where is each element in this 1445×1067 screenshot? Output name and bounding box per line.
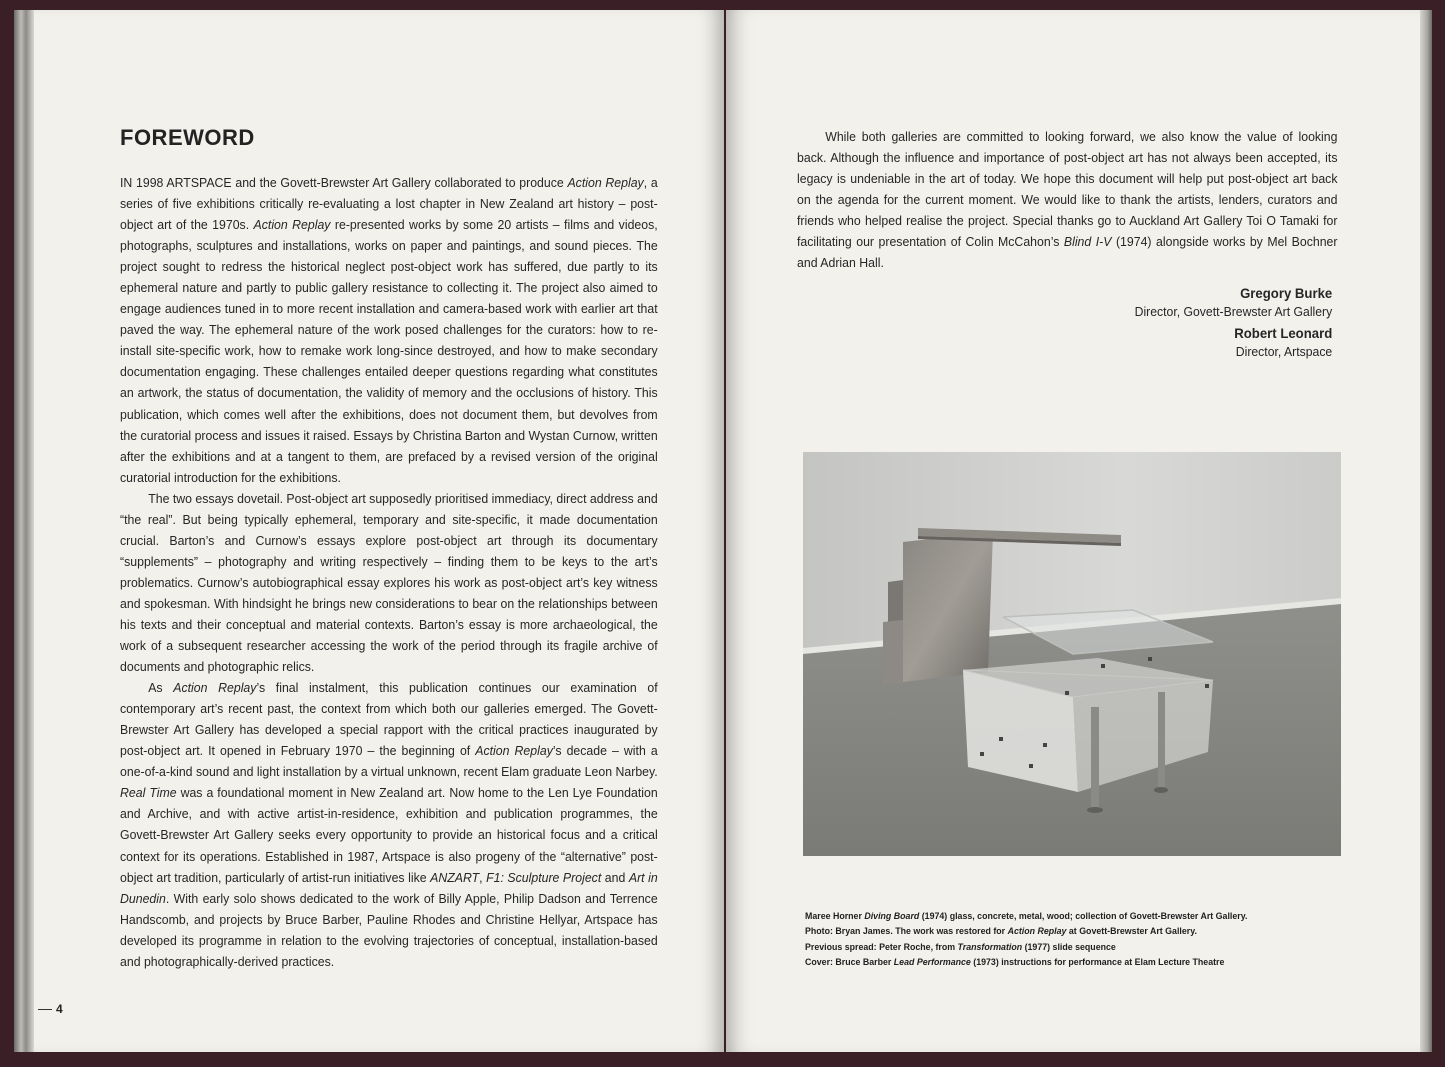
signature-name: Gregory Burke bbox=[1239, 285, 1332, 301]
italic-title: Real Time bbox=[120, 785, 177, 801]
text-run: As bbox=[148, 680, 174, 696]
paragraph bbox=[120, 677, 658, 972]
text-run: at Govett-Brewster Art Gallery. bbox=[1066, 926, 1197, 938]
text-run: (1973) instructions for performance at Elam Lecture Theatre bbox=[970, 957, 1225, 969]
italic-title: Blind I-V bbox=[1063, 234, 1112, 250]
text-run: Photo: Bryan James. The work was restored for bbox=[805, 926, 1008, 938]
diving-board-sculpture-image bbox=[803, 452, 1341, 856]
italic-title: Transformation bbox=[957, 941, 1023, 953]
text-run: . With early solo shows dedicated to the work of Billy Apple, Philip Dadson and Terrence Handscomb, and projects by Bruce Barber, Pauline Rhodes and Christine Hellyar, Artspace has developed its programme in relation to the evolving trajectories of conceptual, installation-based and photographically-derived practices. bbox=[120, 890, 658, 969]
caption-line bbox=[805, 955, 1357, 970]
text-run: (1977) slide sequence bbox=[1022, 941, 1116, 953]
page-number bbox=[38, 1002, 63, 1016]
italic-title: Action Replay bbox=[253, 217, 331, 233]
italic-title: Art in Dunedin bbox=[120, 869, 658, 906]
signature-role: Director, Govett-Brewster Art Gallery bbox=[1134, 304, 1332, 319]
photo-caption bbox=[805, 909, 1357, 971]
paragraph bbox=[120, 488, 658, 677]
artwork-photograph bbox=[803, 452, 1341, 856]
closing-paragraph bbox=[797, 126, 1338, 273]
text-run: Previous spread: Peter Roche, from bbox=[805, 941, 958, 953]
italic-title: Diving Board bbox=[864, 911, 920, 922]
text-run: Cover: Bruce Barber bbox=[805, 957, 894, 969]
text-run: Maree Horner bbox=[805, 911, 865, 922]
book-right-edge bbox=[1420, 10, 1432, 1052]
signature-block bbox=[1134, 285, 1332, 359]
italic-title: ANZART bbox=[430, 869, 480, 885]
italic-title: Action Replay bbox=[1007, 926, 1067, 938]
text-run: The two essays dovetail. Post-object art supposedly prioritised immediacy, direct address and “the real”. But being typically ephemeral, temporary and site-specific, it made documentation crucial. Barton’s and Curnow’s essays explore post-object art through its documentary “supplements” – photography and writing respectively – finding them to be keys to the art’s problematics. Curnow’s autobiographical essay explores his work as post-object art’s key witness and spokesman. With hindsight he brings new considerations to bear on the relationships between his texts and their conceptual and material contexts. Barton’s essay is more archaeological, the work of a subsequent researcher accessing the work of the period through its fragile archive of documents and photographic relics. bbox=[120, 490, 658, 675]
text-run: and bbox=[601, 869, 629, 885]
right-page bbox=[726, 10, 1420, 1052]
signature-role: Director, Artspace bbox=[1235, 344, 1332, 359]
text-run: ’s final instalment, this publication continues our examination of contemporary art’s recent past, the context from which both our galleries emerged. The Govett-Brewster Art Gallery has developed a special rapport with the critical practices inaugurated by post-object art. It opened in February 1970 – the beginning of bbox=[120, 680, 658, 759]
text-run: re-presented works by some 20 artists – films and videos, photographs, sculptures and installations, works on paper and paintings, and sound pieces. The project sought to redress the historical neglect post-object work has suffered, due partly to its ephemeral nature and partly to public gallery resistance to collecting it. The project also aimed to engage audiences tuned in to more recent installation and camera-based work with earlier art that paved the way. The ephemeral nature of the work posed challenges for the curators: how to re-install site-specific work, how to remake work long-since destroyed, and how to make secondary documentation engaging. These challenges entailed deeper questions regarding what constitutes an artwork, the status of documentation, the validity of memory and the occlusions of history. This publication, which comes well after the exhibitions, does not document them, but devolves from the curatorial process and issues it raised. Essays by Christina Barton and Wystan Curnow, written after the exhibitions and at a tangent to them, are prefaced by a revised version of the original curatorial introduction for the exhibitions. bbox=[120, 217, 658, 485]
page-number-rule bbox=[38, 1009, 52, 1010]
left-page bbox=[34, 10, 724, 1052]
text-run: was a foundational moment in New Zealand art. Now home to the Len Lye Foundation and Archive, and with active artist-in-residence, exhibition and publication programmes, the Govett-Brewster Art Gallery seeks every opportunity to provide an historical focus and a critical context for its operations. Established in 1987, Artspace is also progeny of the “alternative” post-object art tradition, particularly of artist-run initiatives like bbox=[120, 785, 658, 885]
text-run: (1974) glass, concrete, metal, wood; collection of Govett-Brewster Art Gallery. bbox=[919, 911, 1248, 922]
paragraph bbox=[120, 172, 658, 488]
page-number-value: 4 bbox=[56, 1002, 63, 1016]
text-run: (1974) alongside works by Mel Bochner and Adrian Hall. bbox=[797, 234, 1338, 271]
caption-line bbox=[805, 940, 1357, 955]
text-run: , bbox=[479, 869, 487, 885]
italic-title: Action Replay bbox=[567, 175, 644, 190]
italic-title: F1: Sculpture Project bbox=[486, 869, 602, 885]
caption-line bbox=[805, 924, 1357, 939]
text-run: ’s decade – with a one-of-a-kind sound and light installation by a virtual unknown, recent Elam graduate Leon Narbey. bbox=[120, 743, 658, 780]
signature-name: Robert Leonard bbox=[1234, 325, 1332, 341]
italic-title: Action Replay bbox=[173, 680, 257, 696]
text-run: IN 1998 ARTSPACE and the Govett-Brewster Art Gallery collaborated to produce bbox=[120, 175, 568, 190]
book-left-edge bbox=[14, 10, 34, 1052]
italic-title: Lead Performance bbox=[893, 957, 971, 969]
text-run: While both galleries are committed to looking forward, we also know the value of looking back. Although the influence and importance of post-object art has not always been accepted, its legacy is undeniable in the art of today. We hope this document will help put post-object art back on the agenda for the current moment. We would like to thank the artists, lenders, curators and friends who helped realise the project. Special thanks go to Auckland Art Gallery Toi O Tamaki for facilitating our presentation of Colin McCahon’s bbox=[797, 129, 1338, 250]
foreword-body bbox=[120, 172, 658, 972]
italic-title: Action Replay bbox=[475, 743, 553, 759]
caption-line bbox=[805, 909, 1357, 924]
page-heading: FOREWORD bbox=[120, 125, 255, 150]
text-run: , a series of five exhibitions critically re-evaluating a lost chapter in New Zealand art history – post-object art of the 1970s. bbox=[120, 175, 658, 233]
